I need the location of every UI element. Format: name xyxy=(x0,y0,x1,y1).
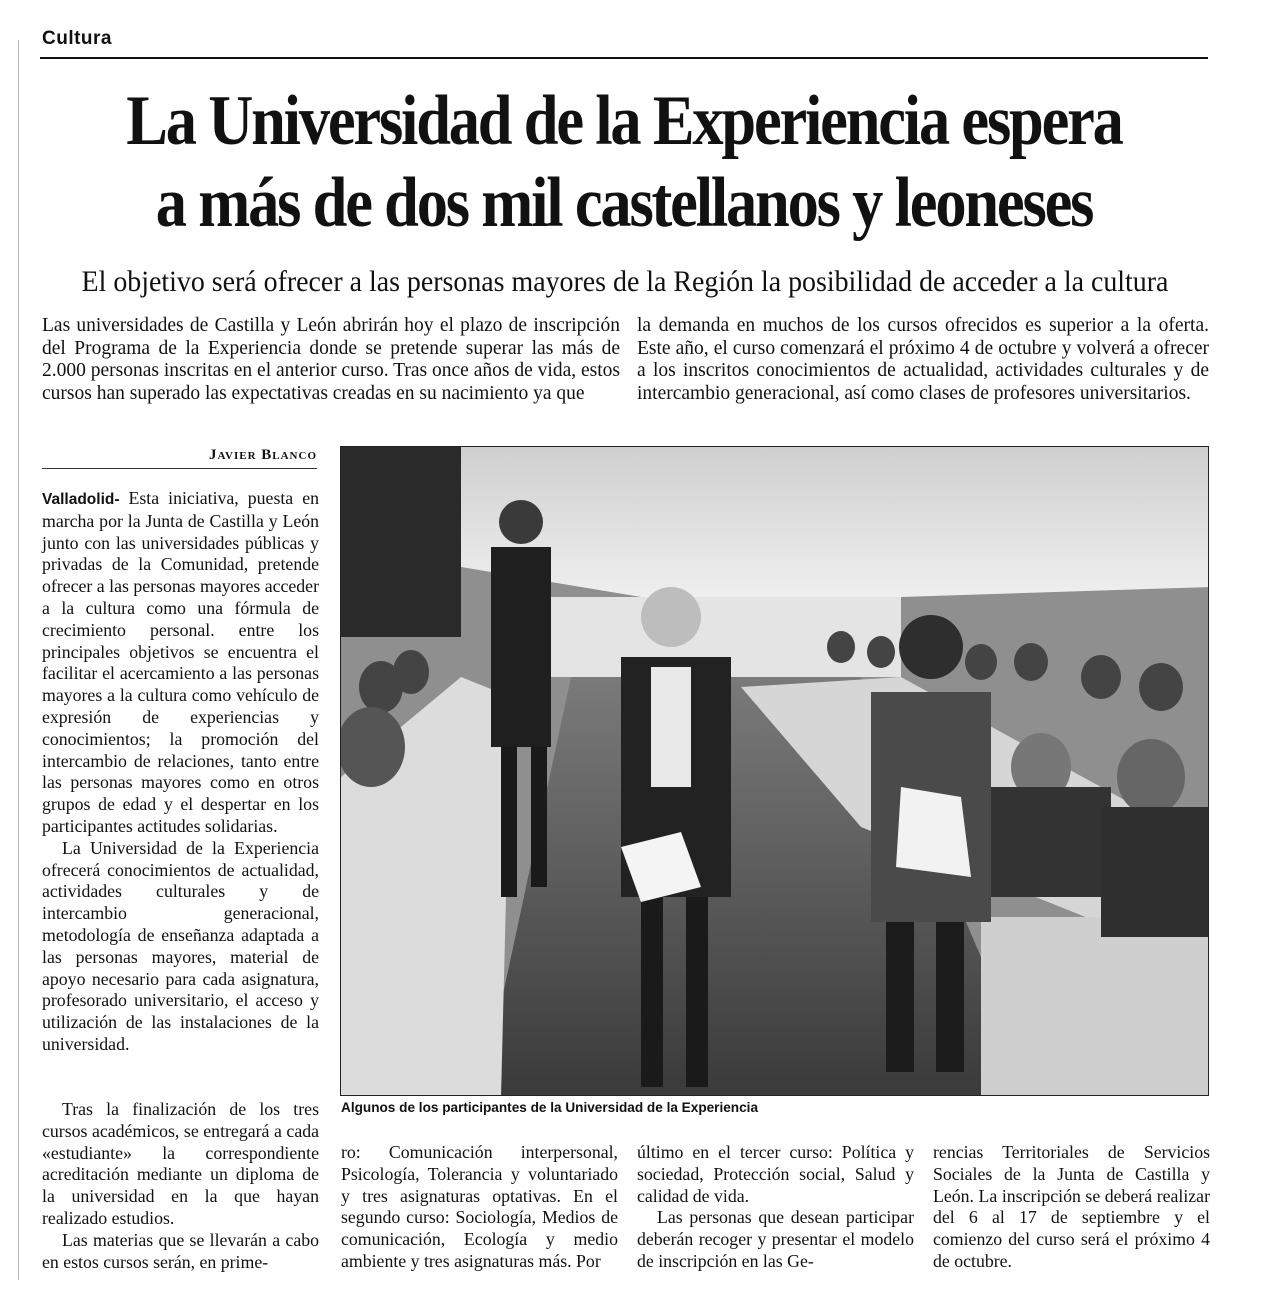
body-column-3-text-a: último en el tercer curso: Política y sociedad, Protección social, Salud y calidad de vida. xyxy=(637,1142,914,1206)
page-edge-rule xyxy=(18,40,19,1280)
byline-rule xyxy=(42,468,317,469)
headline xyxy=(110,80,1138,244)
subheadline: El objetivo será ofrecer a las personas mayores de la Región la posibilidad de acceder a la cultura xyxy=(81,265,1169,298)
body-column-3-text-b: Las personas que desean participar deberán recoger y presentar el modelo de inscripción en las Ge- xyxy=(637,1207,914,1271)
body-column-4 xyxy=(933,1142,1210,1273)
body-paragraph-1 xyxy=(42,488,319,838)
body-paragraph-1-text: Esta iniciativa, puesta en marcha por la Junta de Castilla y León junto con las universidades públicas y privadas de la Comunidad, pretende ofrecer a las personas mayores acceder a la cultura como una fórmula de crecimiento personal. entre los principales objetivos se encuentra el facilitar el acercamiento a las personas mayores a la cultura como vehículo de expresión de experiencias y conocimientos; la promoción del intercambio de relaciones, tanto entre las personas mayores como en otros grupos de edad y el despertar en los participantes actitudes solidarias. xyxy=(42,488,319,836)
body-column-4-text: rencias Territoriales de Servicios Sociales de la Junta de Castilla y León. La inscripción se deberá realizar del 6 al 17 de septiembre y el comienzo del curso será el próximo 4 de octubre. xyxy=(933,1142,1210,1271)
headline-line-1: La Universidad de la Experiencia espera xyxy=(126,82,1122,160)
body-column-1-bottom xyxy=(42,1099,319,1273)
dateline: Valladolid- xyxy=(42,491,120,508)
byline: Javier Blanco xyxy=(208,447,317,463)
headline-line-2: a más de dos mil castellanos y leoneses xyxy=(155,164,1093,242)
lead-paragraph-left: Las universidades de Castilla y León abrirán hoy el plazo de inscripción del Programa de la Experiencia donde se pretende superar las más de 2.000 personas inscritas en el anterior curso. Tras once años de vida, estos cursos han superado las expectativas creadas en su nacimiento ya que xyxy=(42,315,620,404)
body-paragraph-2: La Universidad de la Experiencia ofrecerá conocimientos de actualidad, actividades culturales y de intercambio generacional, metodología de enseñanza adaptada a las personas mayores, material de apoyo necesario para cada asignatura, profesorado universitario, el acceso y utilización de las instalaciones de la universidad. xyxy=(42,837,319,1054)
body-column-1 xyxy=(42,488,319,1056)
news-photo xyxy=(340,446,1209,1096)
body-column-2-text: ro: Comunicación interpersonal, Psicología, Tolerancia y voluntariado y tres asignaturas optativas. En el segundo curso: Sociología, Medios de comunicación, Ecología y medio ambiente y tres asignaturas más. Por xyxy=(341,1142,618,1271)
section-label: Cultura xyxy=(42,28,112,49)
classroom-photo-illustration xyxy=(341,447,1209,1096)
dark-window xyxy=(341,447,461,637)
body-paragraph-3: Tras la finalización de los tres cursos académicos, se entregará a cada «estudiante» la correspondiente acreditación mediante un diploma de la universidad en la que hayan realizado estudios. xyxy=(42,1099,319,1228)
body-column-2 xyxy=(341,1142,618,1273)
photo-caption: Algunos de los participantes de la Universidad de la Experiencia xyxy=(341,1100,759,1115)
section-rule xyxy=(40,57,1208,59)
body-column-3 xyxy=(637,1142,914,1273)
lead-paragraph-right: la demanda en muchos de los cursos ofrecidos es superior a la oferta. Este año, el curso comenzará el próximo 4 de octubre y volverá a ofrecer a los inscritos conocimientos de actualidad, actividades culturales y de intercambio generacional, así como clases de profesores universitarios. xyxy=(637,315,1209,404)
body-paragraph-4: Las materias que se llevarán a cabo en estos cursos serán, en prime- xyxy=(42,1229,319,1272)
